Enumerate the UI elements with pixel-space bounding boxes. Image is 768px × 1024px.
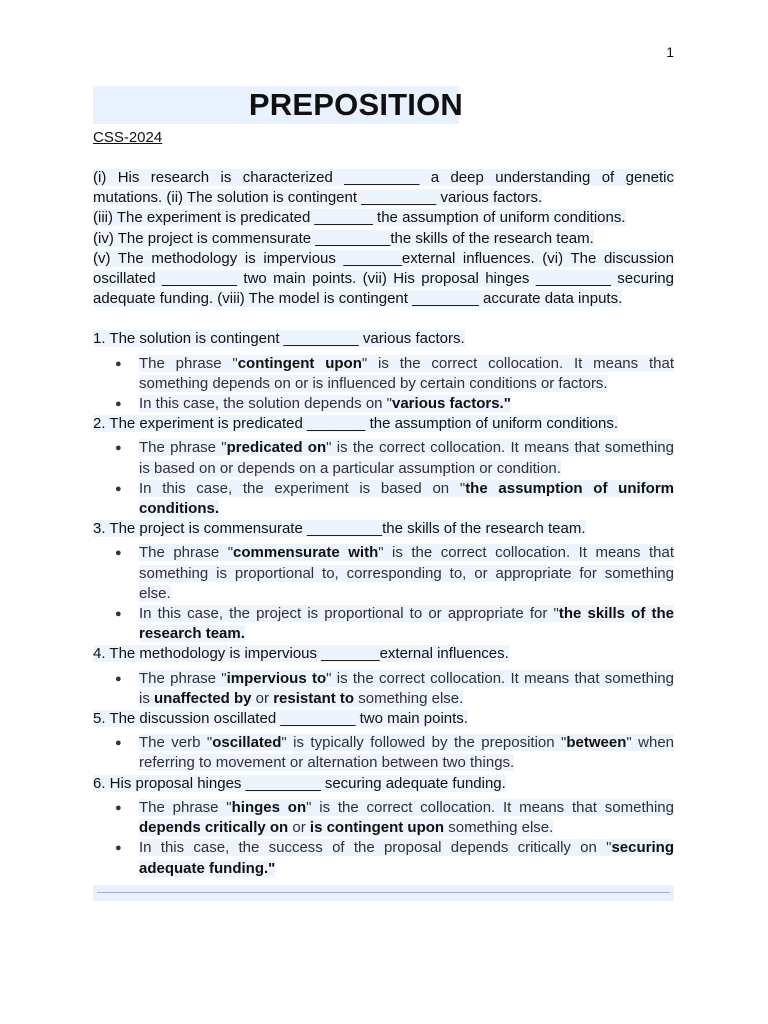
bullet-text: The phrase " — [139, 544, 234, 562]
bullet-text: The phrase " — [139, 439, 227, 457]
bullet-item — [93, 543, 674, 604]
bullet-item — [93, 479, 674, 519]
bold-phrase: contingent upon — [237, 354, 362, 372]
bullet-item — [93, 798, 674, 838]
question-paragraph — [93, 168, 674, 309]
question-line-3: (iv) The project is commensurate _________the skills of the research team. — [93, 229, 594, 247]
question-line-2: (iii) The experiment is predicated _______ the assumption of uniform conditions. — [93, 209, 626, 227]
bullet-text: " is the correct collocation. It means that something depends on or is influenced by certain conditions or factors. — [139, 354, 675, 392]
subtitle: CSS-2024 — [93, 129, 163, 146]
answer-item-1 — [93, 329, 674, 414]
bullet-item — [93, 733, 674, 773]
bullet-text: " when referring to movement or alternation between two things. — [139, 734, 675, 772]
answer-question: 1. The solution is contingent _________ various factors. — [93, 330, 465, 348]
bullet-text: " is the correct collocation. It means that something is — [139, 669, 674, 707]
page-title: PREPOSITION — [248, 87, 463, 122]
answer-item-6 — [93, 774, 674, 879]
bullet-text: The verb " — [139, 734, 213, 752]
bullet-list — [93, 543, 674, 644]
bullet-text: " is the correct collocation. It means that something is based on or depends on a particular assumption or condition. — [139, 439, 674, 477]
bold-phrase: resistant to — [273, 689, 355, 707]
bold-phrase: the skills of the research team. — [139, 605, 674, 643]
bullet-text: " is the correct collocation. It means that something is proportional to, corresponding to, or appropriate for something else. — [139, 544, 674, 602]
answer-item-2 — [93, 414, 674, 519]
title-highlight — [93, 86, 463, 124]
bold-phrase: predicated on — [226, 439, 327, 457]
bullet-text: " — [503, 395, 511, 413]
bold-phrase: depends critically on — [139, 819, 289, 837]
bold-phrase: hinges on — [231, 798, 307, 816]
answer-item-4 — [93, 644, 674, 709]
bold-phrase: unaffected by — [154, 689, 252, 707]
bullet-text: In this case, the project is proportional to or appropriate for " — [139, 605, 559, 623]
bold-phrase: impervious to — [226, 669, 327, 687]
document-body — [93, 86, 674, 901]
bold-phrase: the assumption of uniform conditions. — [139, 479, 674, 518]
bullet-list — [93, 798, 674, 879]
bullet-list — [93, 438, 674, 519]
bullet-item — [93, 394, 674, 414]
bullet-text: or — [288, 819, 310, 837]
bullet-item — [93, 838, 674, 878]
bullet-text: The phrase " — [139, 798, 232, 816]
horizontal-divider — [97, 892, 670, 893]
bullet-list — [93, 669, 674, 709]
bullet-text: In this case, the experiment is based on " — [139, 479, 466, 497]
bullet-text: " is typically followed by the preposition " — [281, 734, 567, 752]
bold-phrase: various factors. — [392, 395, 504, 413]
bold-phrase: oscillated — [212, 734, 282, 752]
page-number: 1 — [666, 44, 674, 60]
answer-question: 6. His proposal hinges _________ securing adequate funding. — [93, 774, 506, 792]
question-line-4: (v) The methodology is impervious _______external influences. (vi) The discussion oscillated _________ two main points. (vii) His proposal hinges _________ securing adequate funding. (viii) The model is contingent ________ accurate data inputs. — [93, 249, 674, 308]
bullet-list — [93, 354, 674, 415]
answer-question: 3. The project is commensurate _________the skills of the research team. — [93, 520, 586, 538]
bullet-text: In this case, the success of the proposal depends critically on " — [139, 839, 612, 857]
bullet-item — [93, 604, 674, 644]
answer-item-3 — [93, 519, 674, 644]
bullet-text: " — [268, 859, 276, 877]
bullet-text: " is the correct collocation. It means that something — [306, 798, 674, 816]
divider-highlight — [93, 885, 674, 901]
bold-phrase: commensurate with — [233, 544, 379, 562]
question-line-1: (i) His research is characterized _________ a deep understanding of genetic mutations. (ii) The solution is contingent _________ various factors. — [93, 169, 674, 207]
answer-question: 5. The discussion oscillated _________ two main points. — [93, 710, 468, 728]
answer-item-5 — [93, 709, 674, 774]
answer-question: 2. The experiment is predicated _______ the assumption of uniform conditions. — [93, 415, 619, 433]
bullet-item — [93, 669, 674, 709]
bullet-text: or — [251, 689, 274, 707]
bullet-item — [93, 354, 674, 394]
bullet-text: In this case, the solution depends on " — [139, 395, 392, 413]
bullet-text: The phrase " — [139, 354, 238, 372]
answer-question: 4. The methodology is impervious _______external influences. — [93, 645, 509, 663]
bold-phrase: is contingent upon — [309, 819, 445, 837]
bullet-item — [93, 438, 674, 478]
bullet-list — [93, 733, 674, 773]
answer-list — [93, 329, 674, 878]
bullet-text: The phrase " — [139, 669, 227, 687]
bullet-text: something else. — [444, 819, 554, 837]
bold-phrase: between — [566, 734, 627, 752]
bold-phrase: securing adequate funding. — [139, 839, 674, 877]
bullet-text: something else. — [354, 689, 464, 707]
